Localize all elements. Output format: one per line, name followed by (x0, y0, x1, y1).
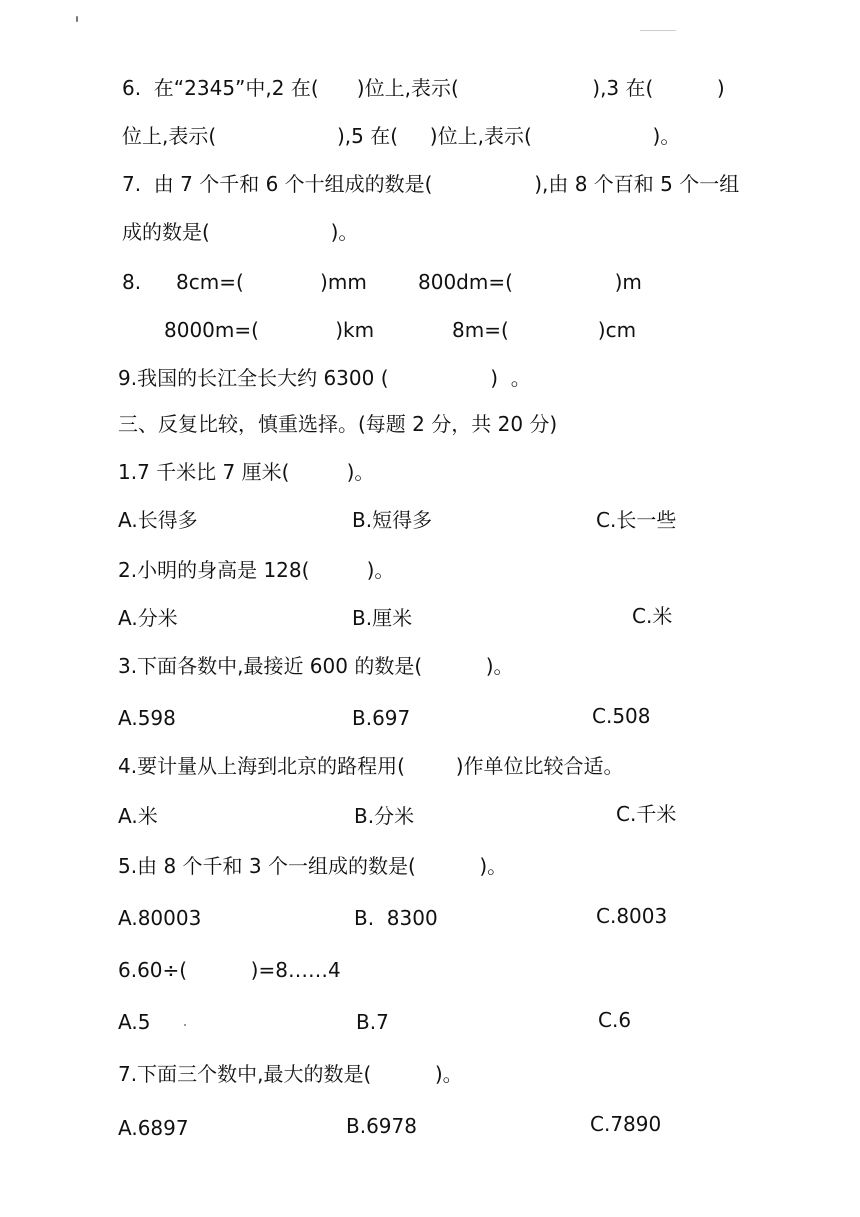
q6-line1: 6. 在“2345”中,2 在( )位上,表示( ),3 在( ) (122, 76, 725, 100)
q8-item-dm-to-m: 800dm=( )m (418, 270, 642, 294)
q8-item-m-to-km: 8000m=( )km (164, 318, 375, 342)
q8-label: 8. (122, 270, 142, 294)
q8-item-m-to-cm: 8m=( )cm (452, 318, 637, 342)
q6-line2: 位上,表示( ),5 在( )位上,表示( )。 (122, 124, 681, 148)
mc-option-b: B.短得多 (352, 508, 433, 532)
mc-option-b: B.7 (356, 1010, 389, 1034)
mc-option-c: C.508 (592, 704, 651, 728)
mc-option-b: B.分米 (354, 804, 415, 828)
mc-option-a: A.80003 (118, 906, 202, 930)
mc-option-b: B.697 (352, 706, 411, 730)
scan-speck (640, 30, 676, 31)
mc-question-7: 7.下面三个数中,最大的数是( )。 (118, 1062, 463, 1086)
mc-option-b: B. 8300 (354, 906, 438, 930)
mc-option-a: A.6897 (118, 1116, 189, 1140)
section3-heading: 三、反复比较，慎重选择。(每题 2 分，共 20 分) (118, 412, 558, 436)
q8-item-cm-to-mm: 8cm=( )mm (176, 270, 367, 294)
mc-question-6: 6.60÷( )=8……4 (118, 958, 341, 982)
mc-option-c: C.7890 (590, 1112, 662, 1136)
mc-option-a: A.5 (118, 1010, 151, 1034)
q9-line: 9.我国的长江全长大约 6300 ( ) 。 (118, 366, 531, 390)
mc-question-2: 2.小明的身高是 128( )。 (118, 558, 395, 582)
mc-option-a: A.598 (118, 706, 176, 730)
q7-line1: 7. 由 7 个千和 6 个十组成的数是( ),由 8 个百和 5 个一组 (122, 172, 740, 196)
mc-question-5: 5.由 8 个千和 3 个一组成的数是( )。 (118, 854, 508, 878)
q7-line2: 成的数是( )。 (122, 220, 359, 244)
mc-option-a: A.分米 (118, 606, 178, 630)
mc-question-1: 1.7 千米比 7 厘米( )。 (118, 460, 375, 484)
scan-speck (184, 1024, 186, 1026)
mc-option-c: C.长一些 (596, 508, 677, 532)
mc-option-b: B.6978 (346, 1114, 417, 1138)
mc-option-c: C.米 (632, 604, 673, 628)
mc-question-4: 4.要计量从上海到北京的路程用( )作单位比较合适。 (118, 754, 624, 778)
mc-option-a: A.长得多 (118, 508, 198, 532)
mc-option-c: C.千米 (616, 802, 677, 826)
mc-option-c: C.8003 (596, 904, 668, 928)
mc-option-c: C.6 (598, 1008, 632, 1032)
mc-question-3: 3.下面各数中,最接近 600 的数是( )。 (118, 654, 514, 678)
mc-option-a: A.米 (118, 804, 158, 828)
scan-speck (76, 16, 78, 22)
mc-option-b: B.厘米 (352, 606, 413, 630)
